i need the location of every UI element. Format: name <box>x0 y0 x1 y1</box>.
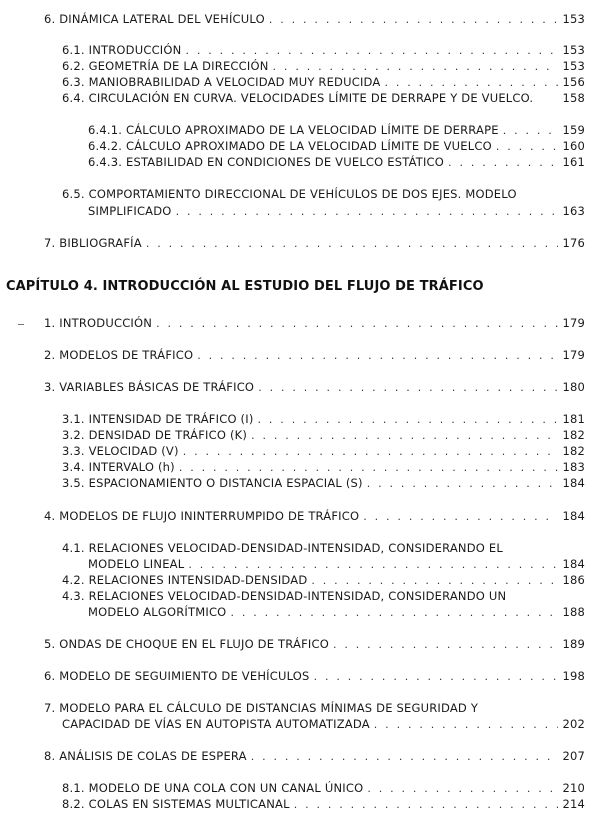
toc-entry <box>44 509 585 523</box>
toc-page-number: 163 <box>562 204 585 218</box>
toc-page-number: 181 <box>562 412 585 426</box>
toc-leader-dots <box>503 124 559 137</box>
toc-entry <box>44 316 585 330</box>
toc-leader-dots <box>384 76 558 89</box>
toc-leader-dots <box>251 750 559 763</box>
toc-entry-title: 7. BIBLIOGRAFÍA <box>44 236 142 250</box>
toc-entry <box>88 123 585 137</box>
toc-entry <box>62 589 585 603</box>
toc-entry <box>44 637 585 651</box>
toc-entry <box>62 781 585 795</box>
toc-entry <box>44 12 585 26</box>
toc-entry <box>62 59 585 73</box>
toc-page-number: 176 <box>562 236 585 250</box>
toc-entry-title: 6.3. MANIOBRABILIDAD A VELOCIDAD MUY REDUCIDA <box>62 75 381 89</box>
toc-entry <box>44 236 585 250</box>
chapter-title: CAPÍTULO 4. INTRODUCCIÓN AL ESTUDIO DEL FLUJO DE TRÁFICO <box>6 279 484 294</box>
toc-page-number: 161 <box>562 155 585 169</box>
toc-leader-dots <box>269 13 559 26</box>
toc-page-number: 188 <box>562 605 585 619</box>
toc-page-number: 183 <box>562 460 585 474</box>
toc-page-number: 184 <box>562 557 585 571</box>
toc-entry-title: 4.3. RELACIONES VELOCIDAD-DENSIDAD-INTENSIDAD, CONSIDERANDO UN <box>62 589 507 603</box>
toc-entry <box>44 749 585 763</box>
toc-entry-title: 6.4. CIRCULACIÓN EN CURVA. VELOCIDADES LÍMITE DE DERRAPE Y DE VUELCO. <box>62 91 534 105</box>
toc-leader-dots <box>185 44 558 57</box>
toc-entry <box>62 75 585 89</box>
toc-entry <box>62 412 585 426</box>
toc-leader-dots <box>448 156 558 169</box>
toc-entry-title: 6.4.1. CÁLCULO APROXIMADO DE LA VELOCIDAD LÍMITE DE DERRAPE <box>88 123 499 137</box>
toc-entry <box>88 155 585 169</box>
toc-leader-dots <box>294 798 559 811</box>
toc-entry <box>88 139 585 153</box>
toc-page-number: 184 <box>562 509 585 523</box>
toc-page-number: 180 <box>562 380 585 394</box>
toc-entry-title: 6. DINÁMICA LATERAL DEL VEHÍCULO <box>44 12 265 26</box>
toc-entry-title: 6.1. INTRODUCCIÓN <box>62 43 182 57</box>
toc-entry <box>62 460 585 474</box>
toc-leader-dots <box>251 429 558 442</box>
toc-page-number: 153 <box>562 12 585 26</box>
toc-entry <box>62 476 585 490</box>
toc-leader-dots <box>273 60 559 73</box>
toc-entry-title: MODELO ALGORÍTMICO <box>88 605 227 619</box>
toc-leader-dots <box>258 413 559 426</box>
toc-entry <box>62 573 585 587</box>
toc-page-number: 153 <box>562 43 585 57</box>
toc-page-number: 156 <box>562 75 585 89</box>
toc-page-number: 202 <box>562 717 585 731</box>
toc-page-number: 160 <box>562 139 585 153</box>
toc-entry-title: 3.3. VELOCIDAD (V) <box>62 444 179 458</box>
toc-entry <box>62 541 585 555</box>
toc-entry-title: 1. INTRODUCCIÓN <box>44 316 153 330</box>
toc-entry-title: 3. VARIABLES BÁSICAS DE TRÁFICO <box>44 380 255 394</box>
toc-entry-title: 8.2. COLAS EN SISTEMAS MULTICANAL <box>62 797 290 811</box>
toc-leader-dots <box>311 574 558 587</box>
toc-leader-dots <box>314 670 559 683</box>
toc-page-number: 184 <box>562 476 585 490</box>
toc-leader-dots <box>333 638 558 651</box>
toc-entry <box>62 187 585 201</box>
toc-entry-title: 6.2. GEOMETRÍA DE LA DIRECCIÓN <box>62 59 269 73</box>
toc-entry-title: 7. MODELO PARA EL CÁLCULO DE DISTANCIAS MÍNIMAS DE SEGURIDAD Y <box>44 701 479 715</box>
toc-page-number: 189 <box>562 637 585 651</box>
toc-entry-title: 6.4.2. CÁLCULO APROXIMADO DE LA VELOCIDAD LÍMITE DE VUELCO <box>88 139 492 153</box>
toc-page-number: 153 <box>562 59 585 73</box>
toc-entry <box>62 717 585 731</box>
toc-entry-title: 4.2. RELACIONES INTENSIDAD-DENSIDAD <box>62 573 308 587</box>
toc-leader-dots <box>197 349 558 362</box>
toc-page-number: 182 <box>562 428 585 442</box>
toc-entry-title: SIMPLIFICADO <box>88 204 172 218</box>
toc-leader-dots <box>367 477 559 490</box>
toc-entry <box>44 669 585 683</box>
toc-entry <box>62 444 585 458</box>
toc-entry-title: 3.4. INTERVALO (h) <box>62 460 175 474</box>
toc-page-number: 210 <box>562 781 585 795</box>
toc-leader-dots <box>146 237 559 250</box>
toc-entry-title: 6. MODELO DE SEGUIMIENTO DE VEHÍCULOS <box>44 669 310 683</box>
toc-leader-dots <box>374 718 559 731</box>
toc-leader-dots <box>156 317 558 330</box>
toc-entry-title: MODELO LINEAL <box>88 557 185 571</box>
toc-entry-title: 8. ANÁLISIS DE COLAS DE ESPERA <box>44 749 247 763</box>
toc-entry-title: 3.1. INTENSIDAD DE TRÁFICO (I) <box>62 412 254 426</box>
toc-leader-dots <box>258 381 558 394</box>
toc-entry <box>44 701 585 715</box>
toc-entry <box>62 43 585 57</box>
toc-entry-title: 3.5. ESPACIONAMIENTO O DISTANCIA ESPACIAL (S) <box>62 476 363 490</box>
toc-leader-dots <box>367 782 558 795</box>
toc-leader-dots <box>179 461 559 474</box>
toc-entry-title: 3.2. DENSIDAD DE TRÁFICO (K) <box>62 428 248 442</box>
toc-leader-dots <box>496 140 559 153</box>
toc-entry-title: 6.5. COMPORTAMIENTO DIRECCIONAL DE VEHÍCULOS DE DOS EJES. MODELO <box>62 187 517 201</box>
toc-leader-dots <box>230 606 558 619</box>
toc-leader-dots <box>183 445 559 458</box>
toc-entry-title: 4. MODELOS DE FLUJO ININTERRUMPIDO DE TRÁFICO <box>44 509 360 523</box>
toc-entry-title: 8.1. MODELO DE UNA COLA CON UN CANAL ÚNICO <box>62 781 364 795</box>
toc-entry <box>62 428 585 442</box>
margin-mark <box>18 324 24 325</box>
toc-entry <box>62 91 585 105</box>
toc-entry <box>88 557 585 571</box>
toc-leader-dots <box>188 558 558 571</box>
toc-entry-title: CAPACIDAD DE VÍAS EN AUTOPISTA AUTOMATIZADA <box>62 717 370 731</box>
toc-page-number: 179 <box>562 348 585 362</box>
toc-leader-dots <box>363 510 558 523</box>
toc-page-number: 214 <box>562 797 585 811</box>
toc-entry-title: 2. MODELOS DE TRÁFICO <box>44 348 194 362</box>
toc-entry-title: 4.1. RELACIONES VELOCIDAD-DENSIDAD-INTENSIDAD, CONSIDERANDO EL <box>62 541 503 555</box>
toc-entry <box>44 348 585 362</box>
toc-entry <box>88 204 585 218</box>
toc-page-number: 158 <box>562 91 585 105</box>
toc-page-number: 207 <box>562 749 585 763</box>
toc-entry <box>44 380 585 394</box>
toc-page-number: 186 <box>562 573 585 587</box>
toc-page-number: 179 <box>562 316 585 330</box>
toc-entry-title: 6.4.3. ESTABILIDAD EN CONDICIONES DE VUELCO ESTÁTICO <box>88 155 445 169</box>
toc-page-number: 198 <box>562 669 585 683</box>
toc-entry-title: 5. ONDAS DE CHOQUE EN EL FLUJO DE TRÁFICO <box>44 637 329 651</box>
toc-leader-dots <box>176 205 559 218</box>
toc-page-number: 159 <box>562 123 585 137</box>
toc-entry <box>88 605 585 619</box>
toc-page-number: 182 <box>562 444 585 458</box>
toc-entry <box>62 797 585 811</box>
